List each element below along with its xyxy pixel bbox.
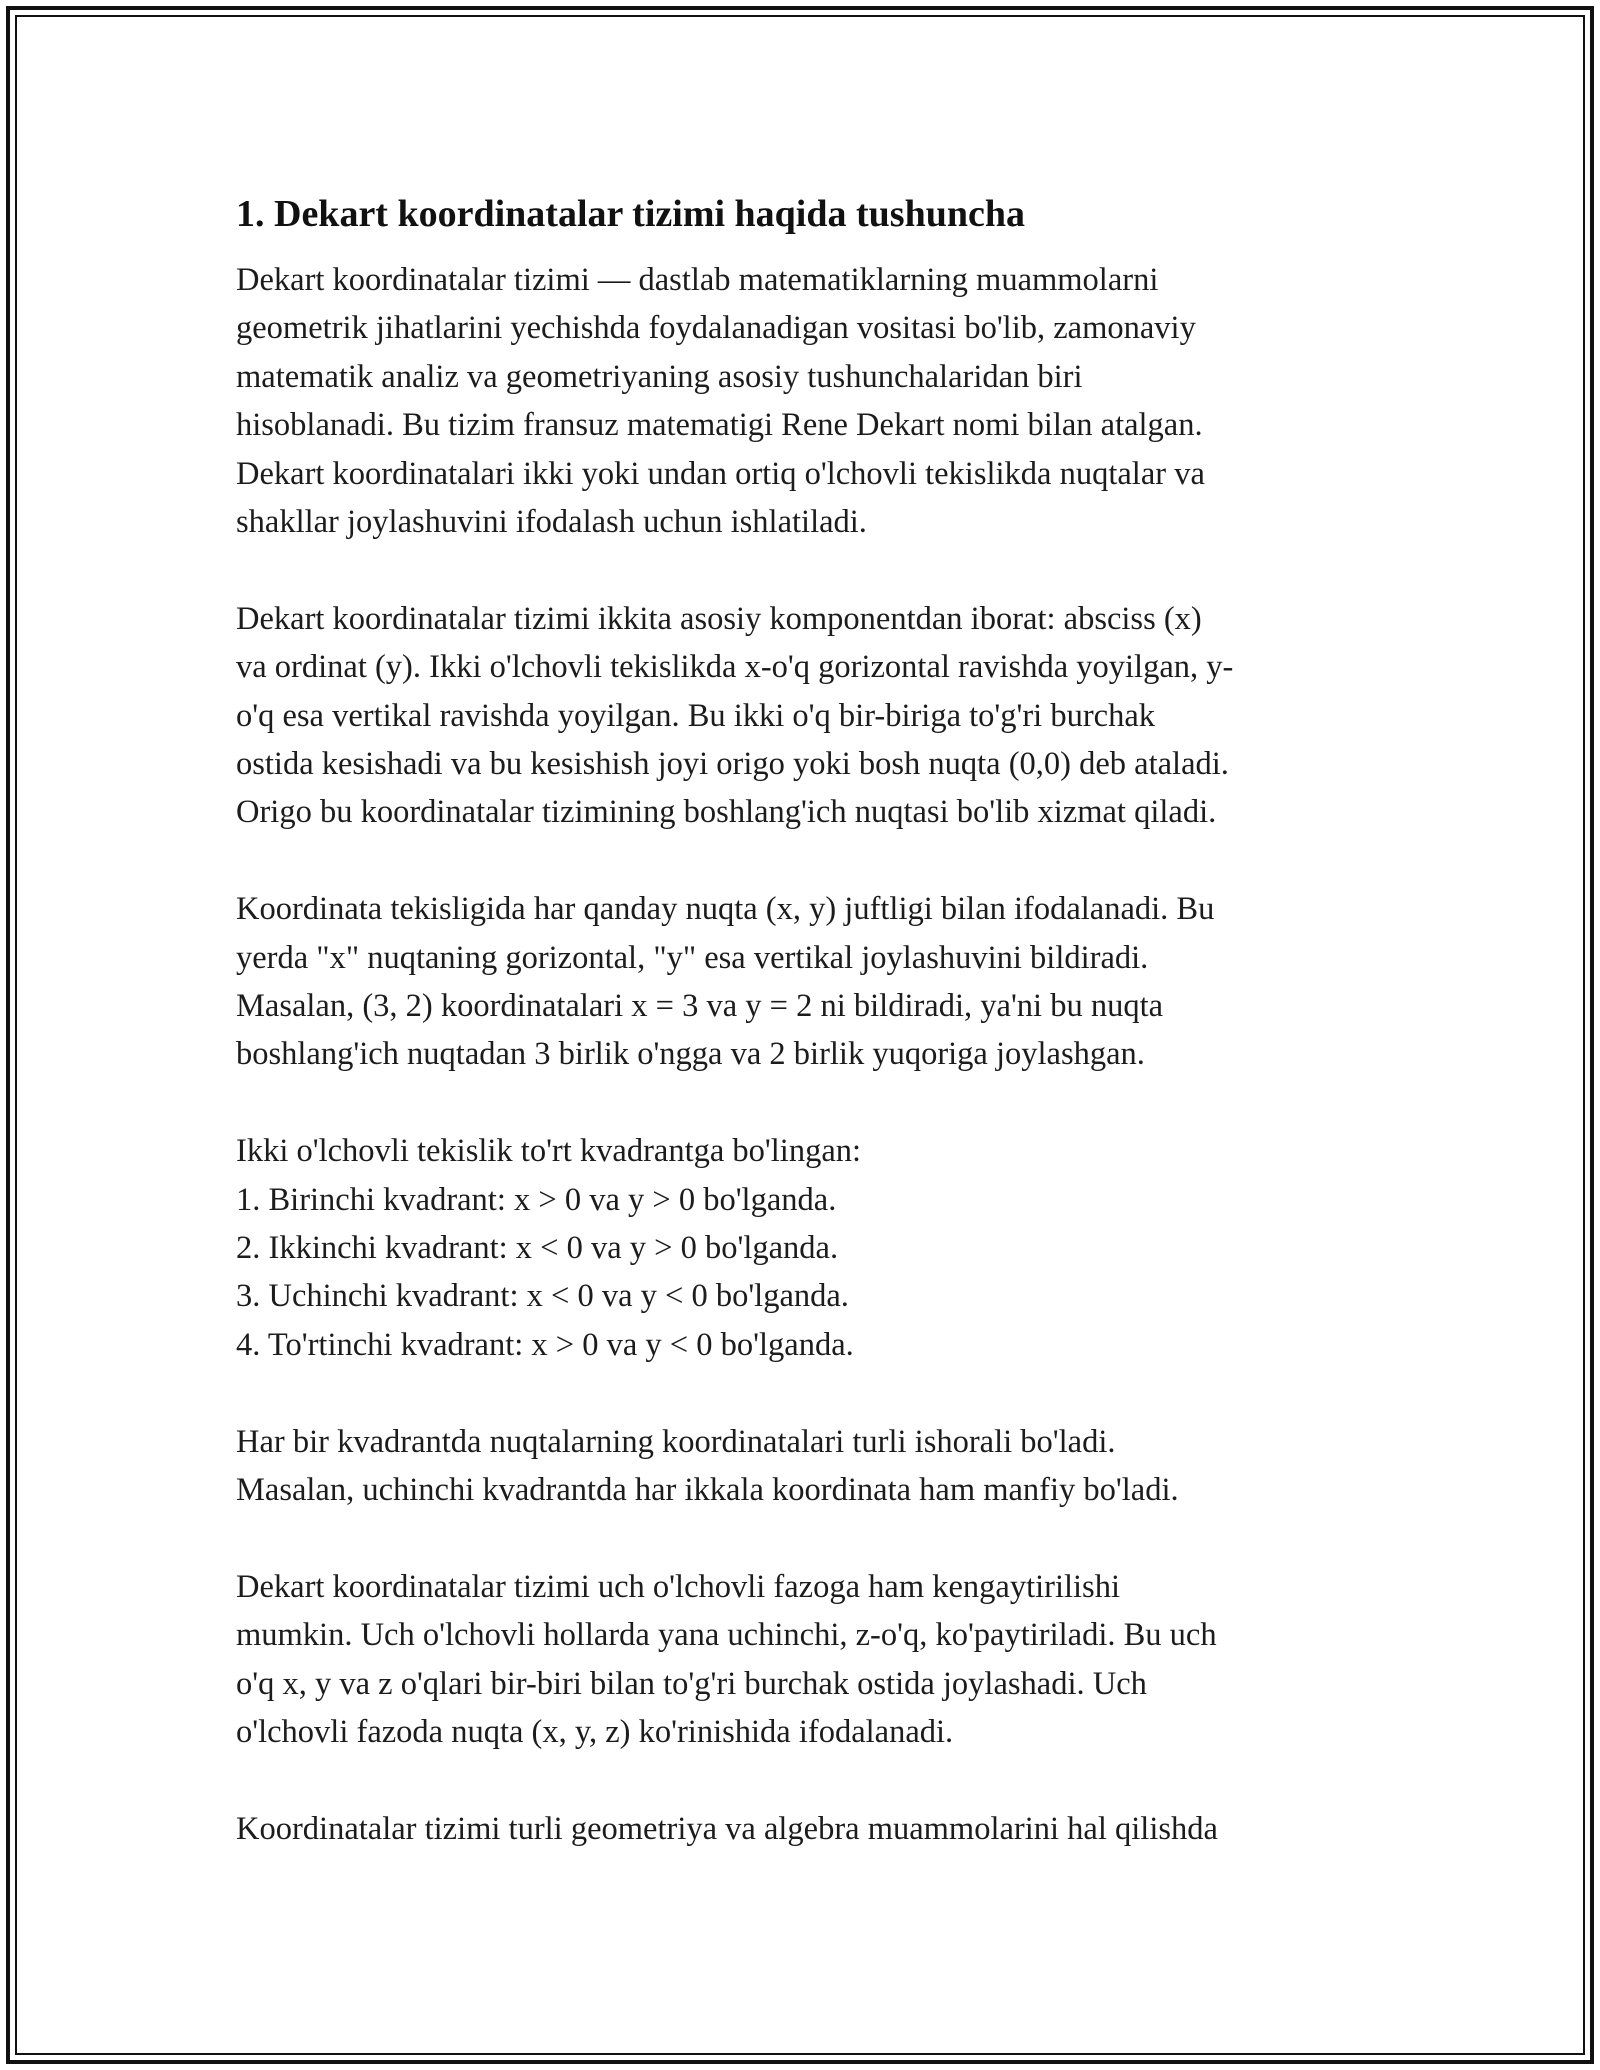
- paragraph-quadrant-signs: Har bir kvadrantda nuqtalarning koordinatalari turli ishorali bo'ladi. Masalan, uchinchi kvadrantda har ikkala koordinata ham manfiy bo'ladi.: [236, 1423, 1179, 1509]
- section-heading: 1. Dekart koordinatalar tizimi haqida tushuncha: [236, 193, 1025, 235]
- quadrant-item-4: 4. To'rtinchi kvadrant: x > 0 va y < 0 bo'lganda.: [236, 1326, 854, 1363]
- paragraph-introduction: Dekart koordinatalar tizimi — dastlab matematiklarning muammolarni geometrik jihatlarini yechishda foydalanadigan vositasi bo'lib, zamonaviy matematik analiz va geometriyaning asosiy tushunchalaridan biri hisoblanadi. Bu tizim fransuz matematigi Rene Dekart nomi bilan atalgan. Dekart koordinatalari ikki yoki undan ortiq o'lchovli tekislikda nuqtalar va shakllar joylashuvini ifodalash uchun ishlatiladi.: [236, 262, 1205, 541]
- quadrant-item-3: 3. Uchinchi kvadrant: x < 0 va y < 0 bo'lganda.: [236, 1278, 849, 1315]
- paragraph-applications: Koordinatalar tizimi turli geometriya va algebra muammolarini hal qilishda: [236, 1810, 1218, 1847]
- quadrant-list: [236, 1127, 1366, 1369]
- paragraph-three-dimensional: Dekart koordinatalar tizimi uch o'lchovli fazoga ham kengaytirilishi mumkin. Uch o'lchovli hollarda yana uchinchi, z-o'q, ko'paytiriladi. Bu uch o'q x, y va z o'qlari bir-biri bilan to'g'ri burchak ostida joylashadi. Uch o'lchovli fazoda nuqta (x, y, z) ko'rinishida ifodalanadi.: [236, 1568, 1217, 1751]
- paragraph-components: Dekart koordinatalar tizimi ikkita asosiy komponentdan iborat: absciss (x) va ordinat (y). Ikki o'lchovli tekislikda x-o'q gorizontal ravishda yoyilgan, y- o'q esa vertikal ravishda yoyilgan. Bu ikki o'q bir-biriga to'g'ri burchak ostida kesishadi va bu kesishish joyi origo yoki bosh nuqta (0,0) deb ataladi. Origo bu koordinatalar tizimining boshlang'ich nuqtasi bo'lib xizmat qiladi.: [236, 600, 1234, 831]
- quadrant-list-intro: Ikki o'lchovli tekislik to'rt kvadrantga bo'lingan:: [236, 1133, 862, 1170]
- document-body: [236, 186, 1366, 1902]
- quadrant-item-1: 1. Birinchi kvadrant: x > 0 va y > 0 bo'lganda.: [236, 1181, 837, 1218]
- paragraph-point-notation: Koordinata tekisligida har qanday nuqta (x, y) juftligi bilan ifodalanadi. Bu yerda "x" nuqtaning gorizontal, "y" esa vertikal joylashuvini bildiradi. Masalan, (3, 2) koordinatalari x = 3 va y = 2 ni bildiradi, ya'ni bu nuqta boshlang'ich nuqtadan 3 birlik o'ngga va 2 birlik yuqoriga joylashgan.: [236, 891, 1215, 1073]
- quadrant-item-2: 2. Ikkinchi kvadrant: x < 0 va y > 0 bo'lganda.: [236, 1230, 839, 1267]
